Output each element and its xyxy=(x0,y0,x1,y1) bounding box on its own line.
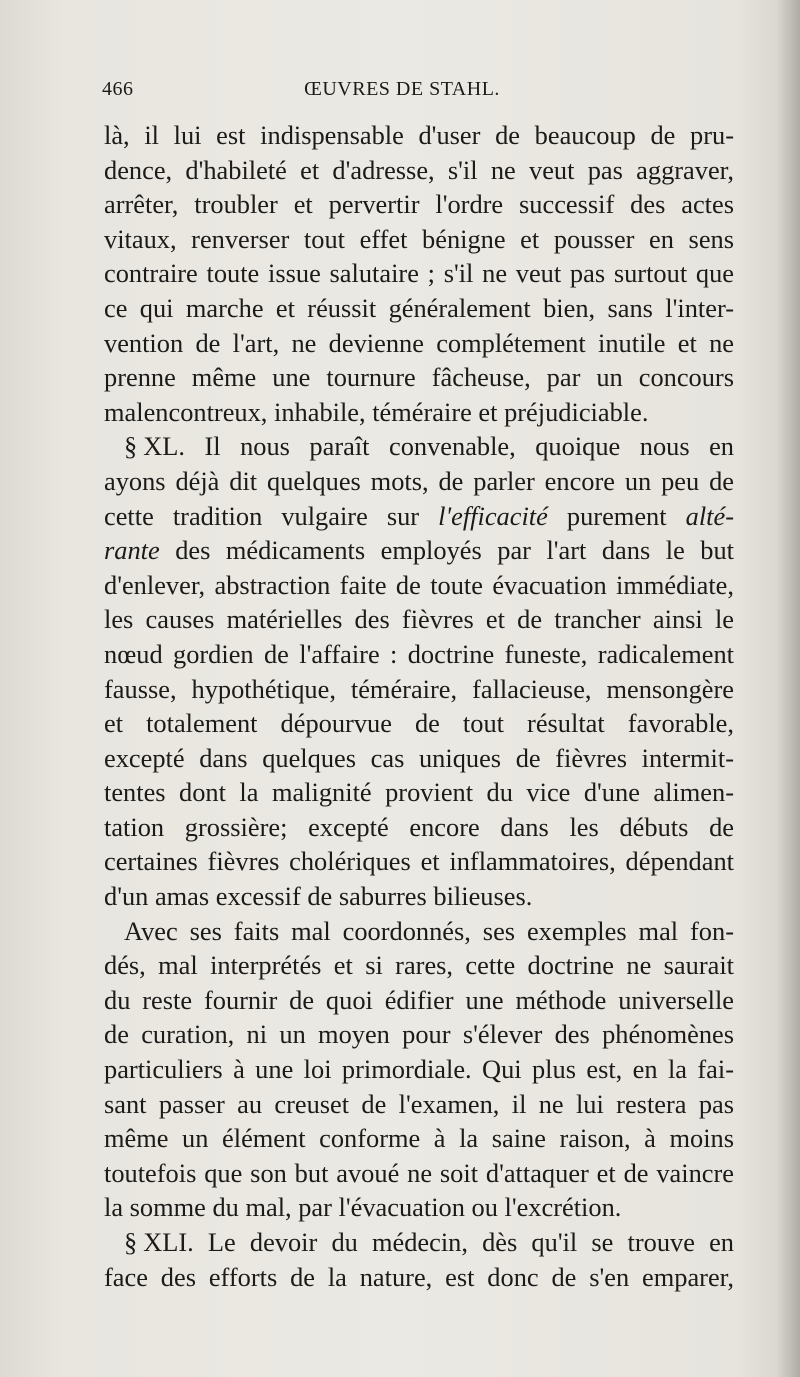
text-line: toutefois que son but avoué ne soit d'attaquer et de vaincre xyxy=(104,1157,734,1188)
body-text xyxy=(104,118,734,1294)
text-line: arrêter, troubler et pervertir l'ordre successif des actes xyxy=(104,189,734,220)
text-line: ce qui marche et réussit généralement bien, sans l'inter- xyxy=(104,292,734,323)
text-line: face des efforts de la nature, est donc de s'en emparer, xyxy=(104,1261,734,1292)
text-line: dés, mal interprétés et si rares, cette doctrine ne saurait xyxy=(104,950,734,981)
text-line: certaines fièvres cholériques et inflammatoires, dépendant xyxy=(104,846,734,877)
paragraph xyxy=(104,914,734,1225)
text-line: ayons déjà dit quelques mots, de parler encore un peu de xyxy=(104,465,734,496)
text-line: même un élément conforme à la saine raison, à moins xyxy=(104,1123,734,1154)
paragraph-section-xl xyxy=(104,429,734,913)
text-line xyxy=(104,429,734,464)
text-segment: cette tradition vulgaire sur xyxy=(104,500,420,531)
section-mark: § xyxy=(124,431,138,462)
text-line xyxy=(104,1225,734,1260)
page-header xyxy=(102,78,742,108)
text-line: vention de l'art, ne devienne complétement inutile et ne xyxy=(104,327,734,358)
text-line xyxy=(104,533,734,568)
italic-term: rante xyxy=(104,535,160,566)
text-line: dence, d'habileté et d'adresse, s'il ne veut pas aggraver, xyxy=(104,154,734,185)
text-line: là, il lui est indispensable d'user de beaucoup de pru- xyxy=(104,120,734,150)
text-line: de curation, ni un moyen pour s'élever des phénomènes xyxy=(104,1019,734,1050)
italic-term: l'efficacité xyxy=(438,500,548,531)
text-line: d'enlever, abstraction faite de toute évacuation immédiate, xyxy=(104,569,734,600)
text-line: Avec ses faits mal coordonnés, ses exemples mal fon- xyxy=(124,915,734,946)
text-line: du reste fournir de quoi édifier une méthode universelle xyxy=(104,984,734,1015)
text-line xyxy=(104,499,734,534)
page-edge-shadow xyxy=(776,0,800,1377)
page-number: 466 xyxy=(102,78,134,100)
text-segment: des médicaments employés par l'art dans le but xyxy=(175,535,734,566)
text-segment: XL. Il nous paraît convenable, quoique nous en xyxy=(143,431,734,462)
text-line: vitaux, renverser tout effet bénigne et pousser en sens xyxy=(104,223,734,254)
text-line: tentes dont la malignité provient du vice d'une alimen- xyxy=(104,777,734,808)
text-line: malencontreux, inhabile, téméraire et préjudiciable. xyxy=(104,396,649,427)
text-segment: purement xyxy=(566,500,667,531)
running-title: ŒUVRES DE STAHL. xyxy=(304,78,500,100)
text-line: tation grossière; excepté encore dans les débuts de xyxy=(104,811,734,842)
text-line: contraire toute issue salutaire ; s'il ne veut pas surtout que xyxy=(104,258,734,289)
paragraph xyxy=(104,118,734,429)
text-line: sant passer au creuset de l'examen, il ne lui restera pas xyxy=(104,1088,734,1119)
section-mark: § xyxy=(124,1227,138,1257)
text-line: et totalement dépourvue de tout résultat favorable, xyxy=(104,708,734,739)
text-line: particuliers à une loi primordiale. Qui plus est, en la fai- xyxy=(104,1054,734,1085)
text-line: prenne même une tournure fâcheuse, par un concours xyxy=(104,362,734,393)
text-line: la somme du mal, par l'évacuation ou l'excrétion. xyxy=(104,1192,622,1223)
text-line: fausse, hypothétique, téméraire, fallacieuse, mensongère xyxy=(104,673,734,704)
text-line: excepté dans quelques cas uniques de fièvres intermit- xyxy=(104,742,734,773)
paragraph-section-xli xyxy=(104,1225,734,1294)
text-line: les causes matérielles des fièvres et de trancher ainsi le xyxy=(104,604,734,635)
italic-term: alté- xyxy=(685,500,734,531)
text-line: d'un amas excessif de saburres bilieuses. xyxy=(104,881,533,912)
text-line: nœud gordien de l'affaire : doctrine funeste, radicalement xyxy=(104,638,734,669)
text-segment: XLI. Le devoir du médecin, dès qu'il se trouve en xyxy=(143,1227,734,1257)
